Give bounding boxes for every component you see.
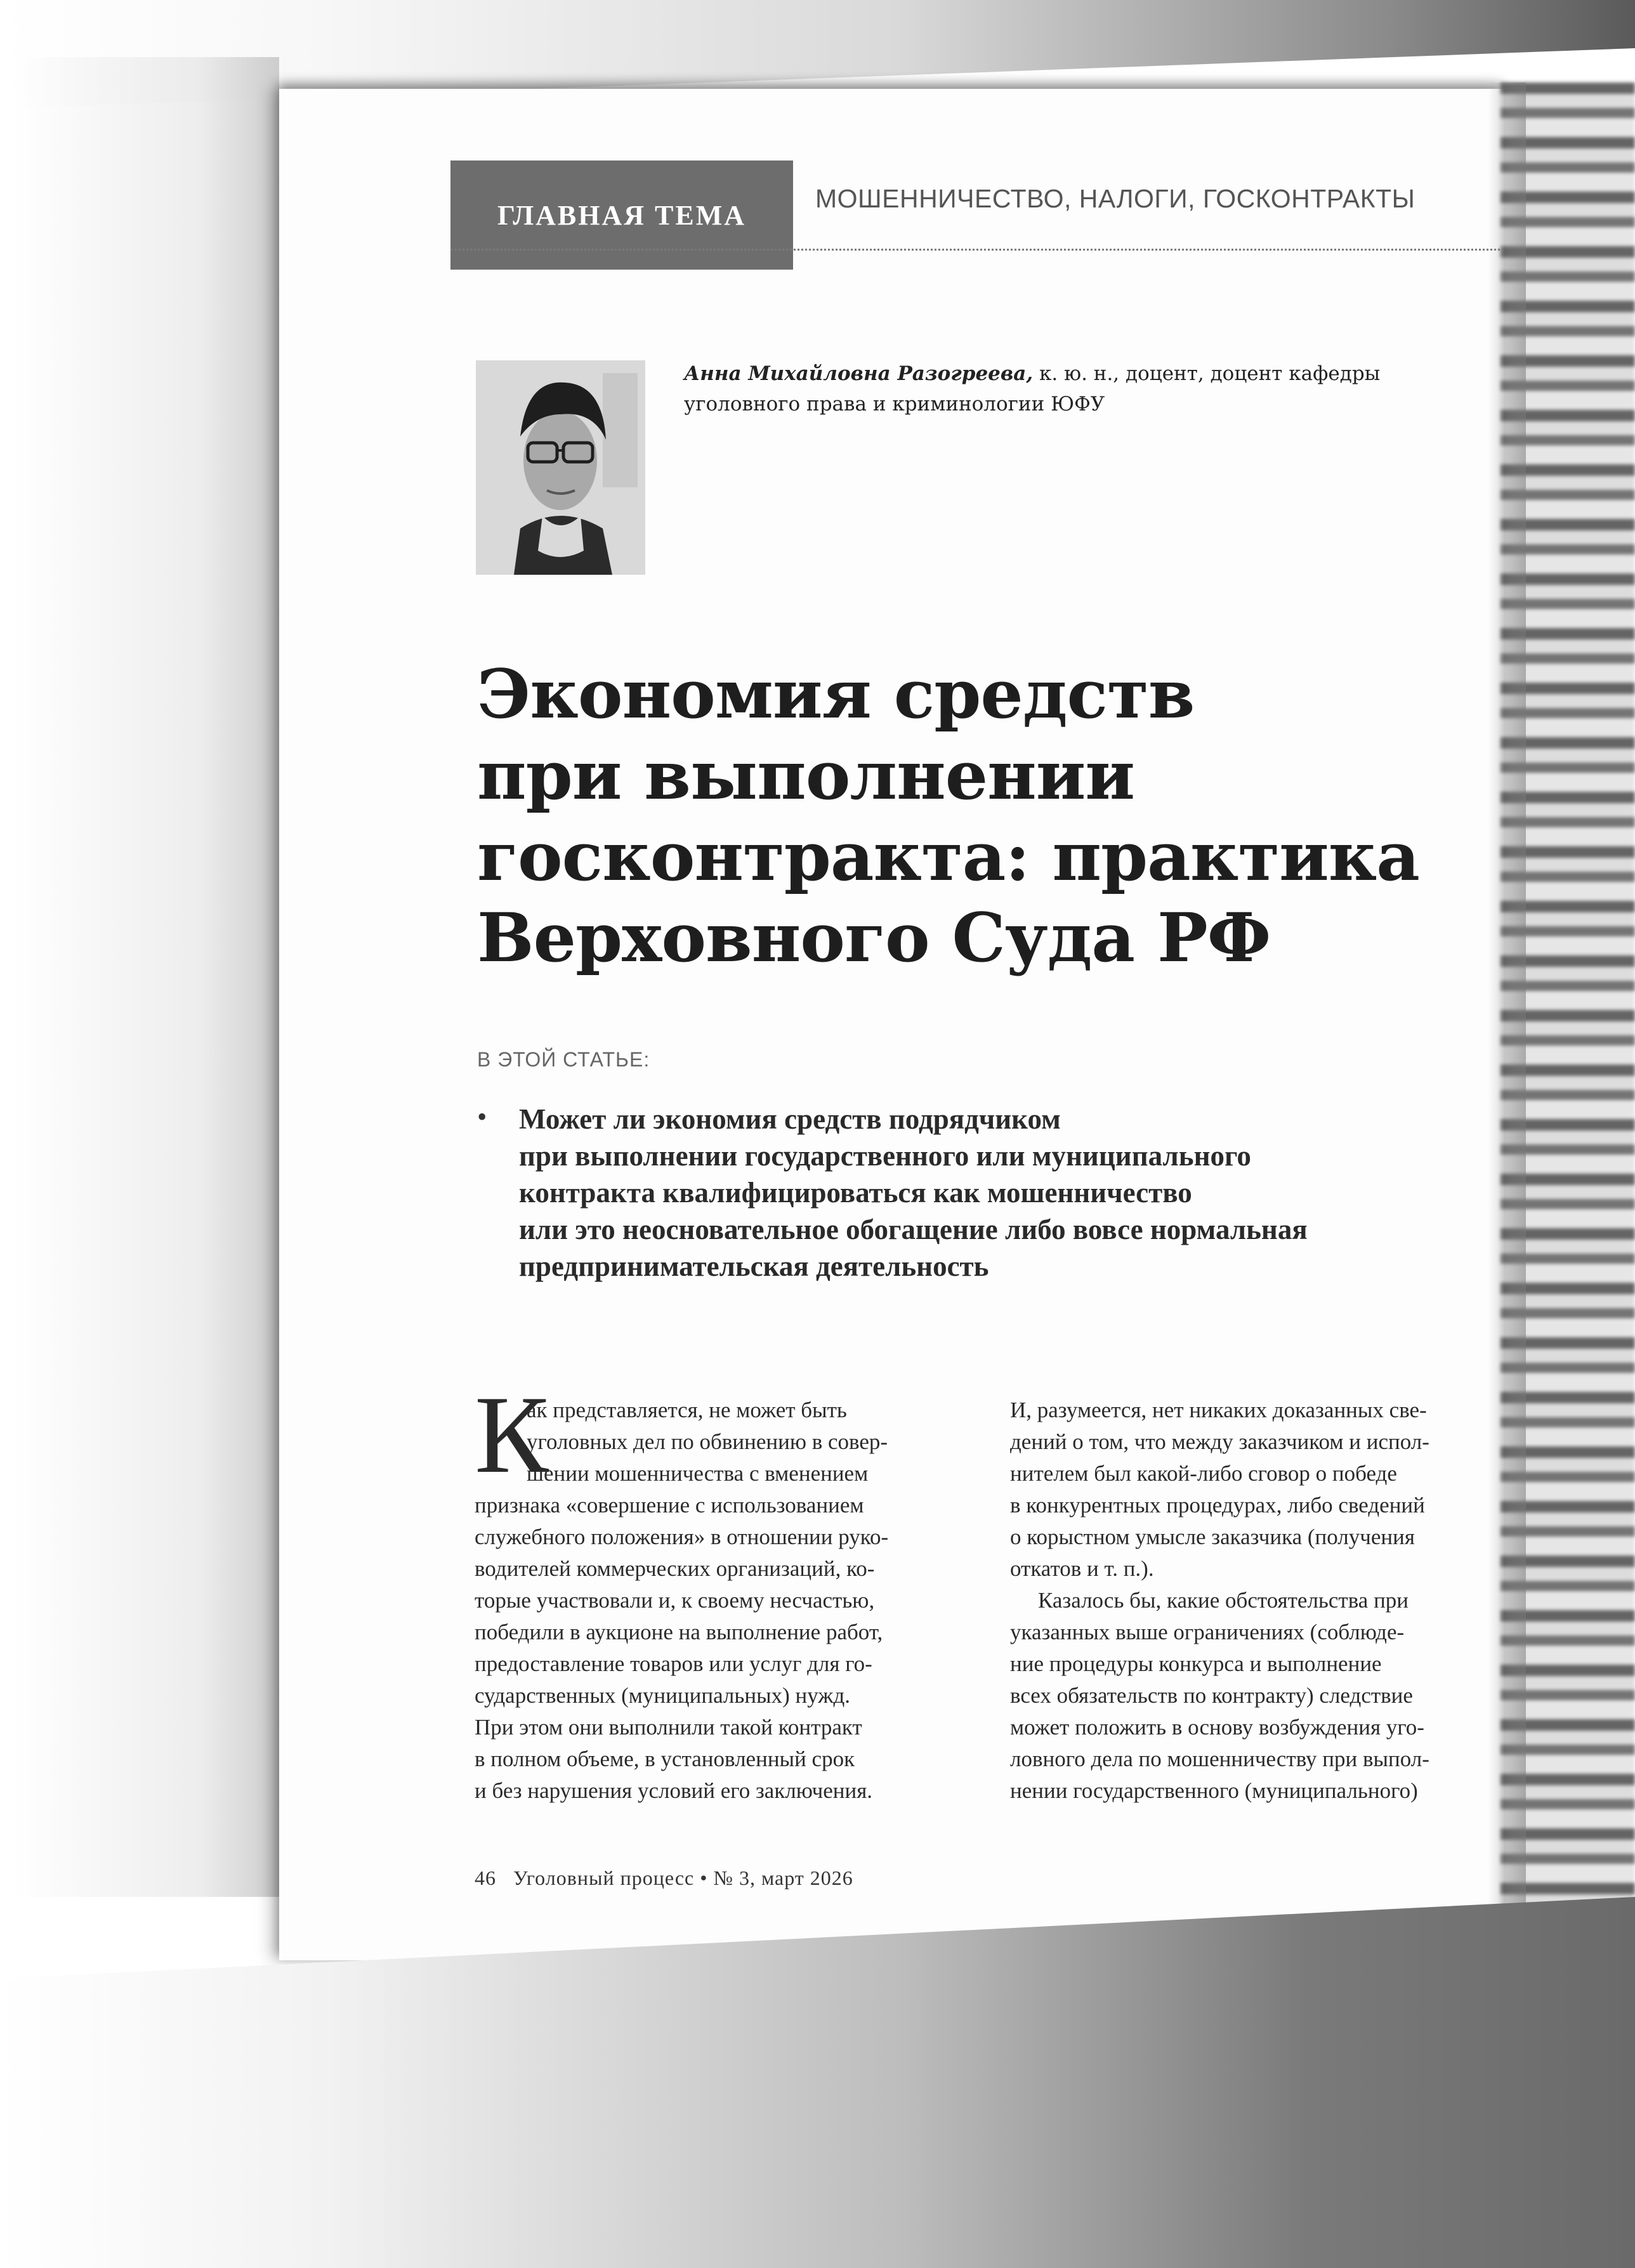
author-photo <box>476 360 645 575</box>
body-line: уголовных дел по обвинению в совер- <box>527 1429 888 1454</box>
body-line: может положить в основу возбуждения уго- <box>1010 1715 1424 1740</box>
section-subrubric: МОШЕННИЧЕСТВО, НАЛОГИ, ГОСКОНТРАКТЫ <box>815 184 1415 213</box>
body-line: указанных выше ограничениях (соблюде- <box>1010 1620 1405 1644</box>
summary-line: контракта квалифицироваться как мошенничество <box>519 1177 1192 1209</box>
body-line: всех обязательств по контракту) следствие <box>1010 1683 1413 1708</box>
summary-text <box>519 1101 1509 1285</box>
body-line: ак представляется, не может быть <box>527 1398 847 1422</box>
author-credentials: к. ю. н., доцент, доцент кафедры <box>1033 362 1381 385</box>
title-line: Верховного Суда РФ <box>477 898 1271 977</box>
body-column-right <box>1010 1394 1511 1807</box>
body-line: дений о том, что между заказчиком и испол- <box>1010 1429 1429 1454</box>
body-line: Казалось бы, какие обстоятельства при <box>1038 1588 1409 1613</box>
body-line: нении государственного (муниципального) <box>1010 1778 1418 1803</box>
body-line: в конкурентных процедурах, либо сведений <box>1010 1493 1425 1517</box>
body-line: При этом они выполнили такой контракт <box>475 1715 862 1740</box>
body-line: предоставление товаров или услуг для го- <box>475 1651 872 1676</box>
title-line: Экономия средств <box>477 654 1195 733</box>
body-line: шении мошенничества с вменением <box>527 1461 869 1486</box>
body-line: И, разумеется, нет никаких доказанных све- <box>1010 1398 1427 1422</box>
author-name: Анна Михайловна Разогреева, <box>684 362 1034 385</box>
body-line: водителей коммерческих организаций, ко- <box>475 1556 875 1581</box>
title-line: госконтракта: практика <box>477 816 1419 896</box>
body-column-left <box>475 1394 976 1807</box>
page-number: 46 <box>475 1866 496 1889</box>
body-line: в полном объеме, в установленный срок <box>475 1747 855 1771</box>
body-line: и без нарушения условий его заключения. <box>475 1778 873 1803</box>
summary-line: предпринимательская деятельность <box>519 1250 989 1282</box>
article-title <box>477 653 1467 978</box>
summary-line: Может ли экономия средств подрядчиком <box>519 1103 1061 1135</box>
scanner-shade-left <box>13 57 279 1897</box>
body-line: откатов и т. п.). <box>1010 1556 1154 1581</box>
section-rubric: ГЛАВНАЯ ТЕМА <box>450 161 793 270</box>
summary-line: при выполнении государственного или муниципального <box>519 1140 1251 1172</box>
body-line: ние процедуры конкурса и выполнение <box>1010 1651 1382 1676</box>
page-footer <box>475 1866 853 1890</box>
body-line: победили в аукционе на выполнение работ, <box>475 1620 883 1644</box>
body-line: ловного дела по мошенничеству при выпол- <box>1010 1747 1429 1771</box>
author-portrait <box>476 360 645 575</box>
body-line: о корыстном умысле заказчика (получения <box>1010 1524 1415 1549</box>
bullet-marker: • <box>477 1101 487 1132</box>
body-line: служебного положения» в отношении руко- <box>475 1524 889 1549</box>
summary-line: или это неосновательное обогащение либо вовсе нормальная <box>519 1214 1308 1245</box>
body-line: торые участвовали и, к своему несчастью, <box>475 1588 875 1613</box>
body-line: нителем был какой-либо сговор о победе <box>1010 1461 1397 1486</box>
body-line: сударственных (муниципальных) нужд. <box>475 1683 851 1708</box>
scanner-shadow-bottom <box>0 1897 1635 2268</box>
journal-issue: Уголовный процесс • № 3, март 2026 <box>513 1866 853 1889</box>
title-line: при выполнении <box>477 735 1135 815</box>
author-affiliation: уголовного права и криминологии ЮФУ <box>684 393 1105 416</box>
drop-cap: К <box>475 1373 549 1496</box>
in-article-label: В ЭТОЙ СТАТЬЕ: <box>477 1048 650 1071</box>
body-line: признака «совершение с использованием <box>475 1493 864 1517</box>
author-byline <box>684 358 1445 419</box>
header-divider <box>450 249 1504 251</box>
